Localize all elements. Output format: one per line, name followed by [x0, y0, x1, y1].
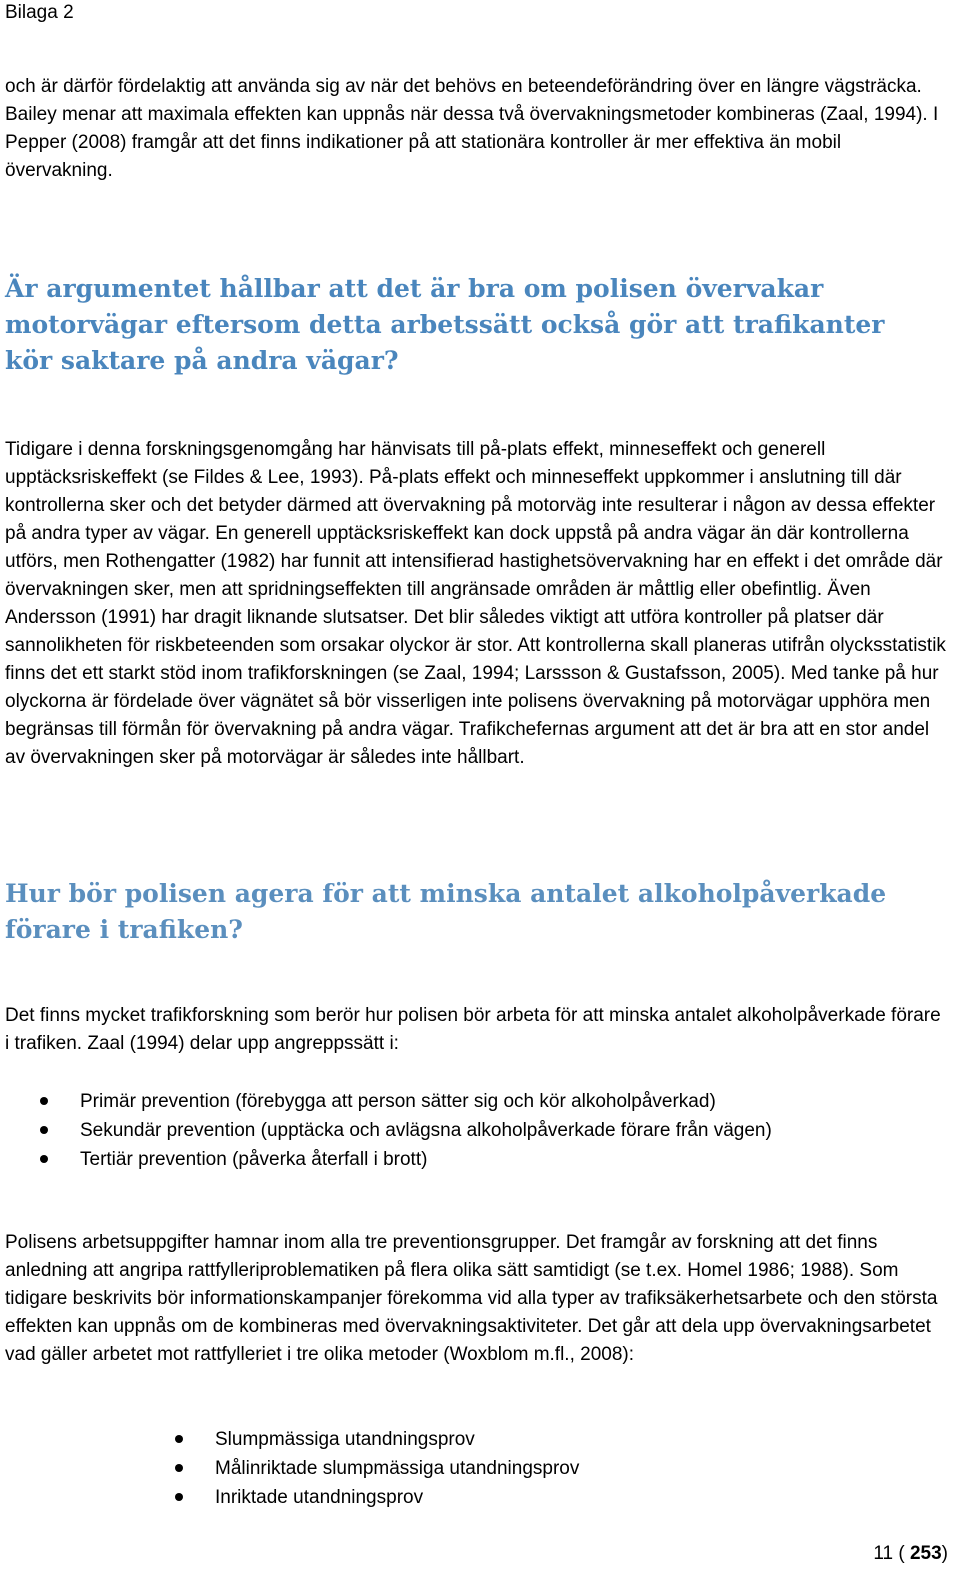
list-item-text: Tertiär prevention (påverka återfall i brott)	[80, 1149, 428, 1170]
method-list	[175, 1425, 579, 1512]
section-paragraph-motorways: Tidigare i denna forskningsgenomgång har hänvisats till på-plats effekt, minneseffekt och generell upptäcksriskeffekt (se Fildes & Lee, 1993). På-plats effekt och minneseffekt uppkommer i anslutning till där kontrollerna sker och det betyder därmed att övervakning på motorväg inte resulterar i någon av dessa effekter på andra typer av vägar. En generell upptäcksriskeffekt kan dock uppstå på andra vägar än där kontrollerna utförs, men Rothengatter (1982) har funnit att intensifierad hastighetsövervakning har en effekt i det område där övervakningen sker, men att spridningseffekten till angränsade områden är måttlig eller obefintlig. Även Andersson (1991) har dragit liknande slutsatser. Det blir således viktigt att utföra kontroller på platser där sannolikheten för riskbeteenden som orsakar olyckor är stor. Att kontrollerna skall planeras utifrån olycksstatistik finns det ett starkt stöd inom trafikforskningen (se Zaal, 1994; Larssson & Gustafsson, 2005). Med tanke på hur olyckorna är fördelade över vägnätet så bör visserligen inte polisens övervakning på motorvägar upphöra men begränsas till förmån för övervakning på andra vägar. Trafikchefernas argument att det är bra att en stor andel av övervakningen sker på motorvägar är således inte hållbart.	[5, 439, 946, 768]
list-item-text: Målinriktade slumpmässiga utandningsprov	[215, 1458, 580, 1479]
list-item	[175, 1454, 579, 1483]
section-heading-motorways: Är argumentet hållbar att det är bra om polisen övervakar motorvägar eftersom detta arbetssätt också gör att trafikanter kör saktare på andra vägar?	[5, 274, 885, 375]
list-item	[175, 1425, 579, 1454]
section-heading-alcohol: Hur bör polisen agera för att minska antalet alkoholpåverkade förare i trafiken?	[5, 879, 887, 944]
bullet-icon	[175, 1464, 183, 1472]
current-page-number: 11	[873, 1543, 894, 1564]
header-label: Bilaga 2	[5, 2, 74, 23]
close-paren: )	[941, 1543, 948, 1564]
bullet-icon	[175, 1493, 183, 1501]
bullet-icon	[40, 1126, 48, 1134]
list-item-text: Primär prevention (förebygga att person sätter sig och kör alkoholpåverkad)	[80, 1091, 716, 1112]
section-paragraph-alcohol-methods: Polisens arbetsuppgifter hamnar inom alla tre preventionsgrupper. Det framgår av forskning att det finns anledning att angripa rattfylleriproblematiken på flera olika sätt samtidigt (se t.ex. Homel 1986; 1988). Som tidigare beskrivits bör informationskampanjer förekomma vid alla typer av trafiksäkerhetsarbete och den största effekten kan uppnås om de kombineras med övervakningsaktiviteter. Det går att dela upp övervakningsarbetet vad gäller arbetet mot rattfylleriet i tre olika metoder (Woxblom m.fl., 2008):	[5, 1232, 938, 1365]
prevention-list	[40, 1087, 772, 1174]
list-item	[40, 1145, 772, 1174]
bullet-icon	[40, 1097, 48, 1105]
list-item	[40, 1116, 772, 1145]
intro-paragraph: och är därför fördelaktig att använda sig av när det behövs en beteendeförändring över en längre vägsträcka. Bailey menar att maximala effekten kan uppnås när dessa två övervakningsmetoder kombineras (Zaal, 1994). I Pepper (2008) framgår att det finns indikationer på att stationära kontroller är mer effektiva än mobil övervakning.	[5, 76, 939, 181]
list-item	[175, 1483, 579, 1512]
list-item	[40, 1087, 772, 1116]
bullet-icon	[40, 1155, 48, 1163]
bullet-icon	[175, 1435, 183, 1443]
list-item-text: Sekundär prevention (upptäcka och avlägsna alkoholpåverkade förare från vägen)	[80, 1120, 772, 1141]
page-number-footer	[873, 1542, 948, 1566]
section-paragraph-alcohol-intro: Det finns mycket trafikforskning som berör hur polisen bör arbeta för att minska antalet alkoholpåverkade förare i trafiken. Zaal (1994) delar upp angreppssätt i:	[5, 1005, 941, 1054]
list-item-text: Inriktade utandningsprov	[215, 1487, 424, 1508]
open-paren: (	[898, 1543, 905, 1564]
total-pages: 253	[909, 1543, 942, 1564]
list-item-text: Slumpmässiga utandningsprov	[215, 1429, 475, 1450]
